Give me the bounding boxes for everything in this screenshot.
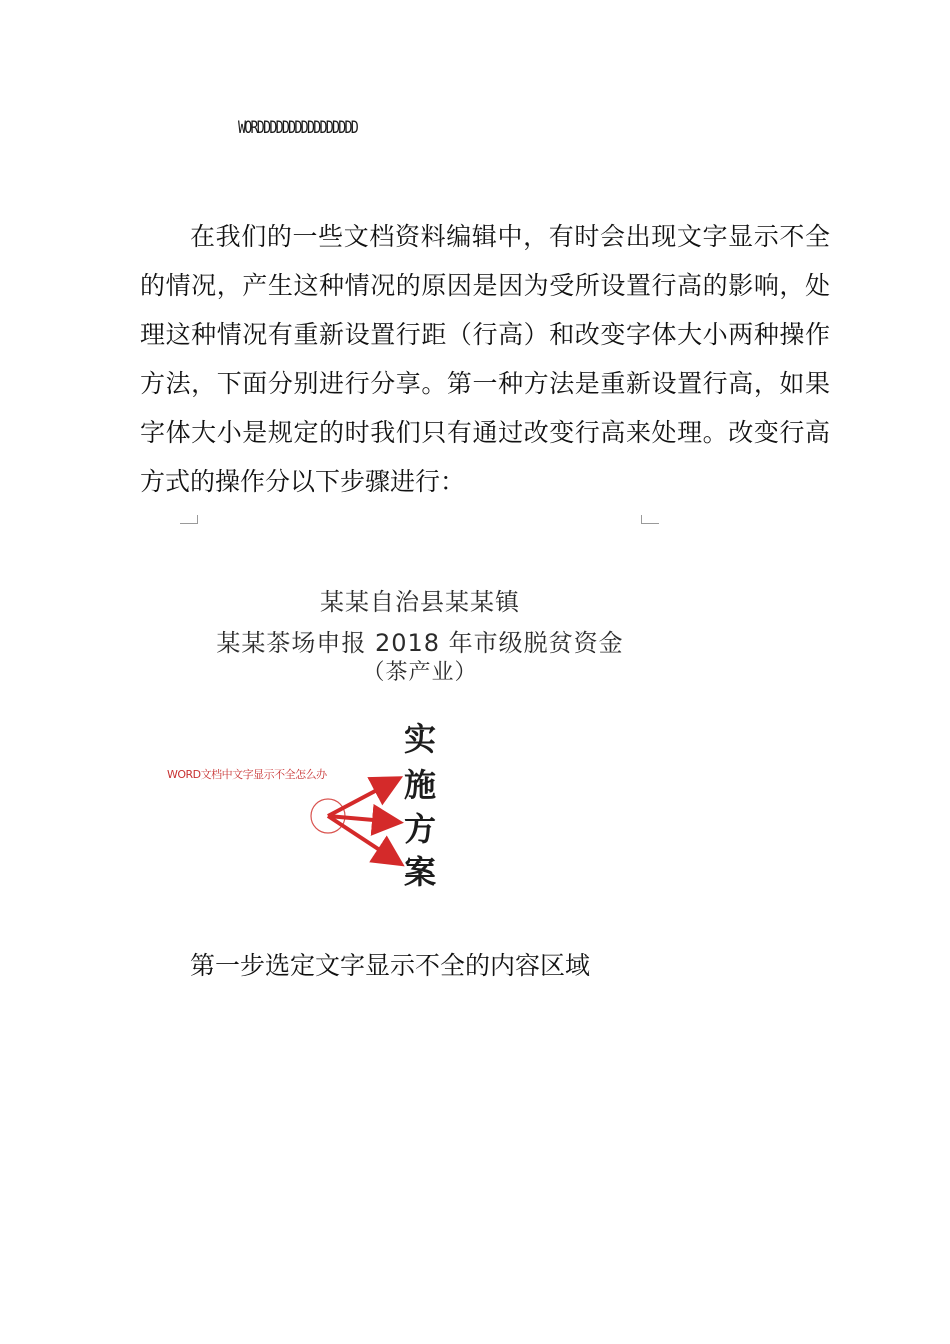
- vertical-char-1: 实: [403, 720, 436, 758]
- figure-title-line3: （茶产业）: [362, 660, 478, 685]
- figure-title-line1: 某某自治县某某镇: [320, 588, 520, 616]
- figure-title-line2: 某某茶场申报 2018 年市级脱贫资金: [216, 629, 624, 657]
- vertical-char-4: 案: [403, 853, 436, 891]
- crop-mark-right: [641, 515, 659, 524]
- crop-mark-left: [180, 515, 198, 524]
- screenshot-figure: [150, 560, 670, 900]
- annotation-arrows: [150, 560, 670, 900]
- arrow-to-char-2: [328, 780, 396, 816]
- step-one-text: 第一步选定文字显示不全的内容区域: [190, 951, 591, 980]
- vertical-char-2: 施: [403, 766, 436, 804]
- vertical-char-3: 方: [403, 810, 436, 848]
- intro-paragraph: 在我们的一些文档资料编辑中，有时会出现文字显示不全的情况，产生这种情况的原因是因为受所设置行高的影响，处理这种情况有重新设置行距（行高）和改变字体大小两种操作方法，下面分别进行分享。第一种方法是重新设置行高，如果字体大小是规定的时我们只有通过改变行高来处理。改变行高方式的操作分以下步骤进行：: [140, 222, 830, 496]
- annotation-label: WORD文档中文字显示不全怎么办: [167, 768, 327, 781]
- header-title: WORDDDDDDDDDDDDDDDD: [238, 118, 358, 138]
